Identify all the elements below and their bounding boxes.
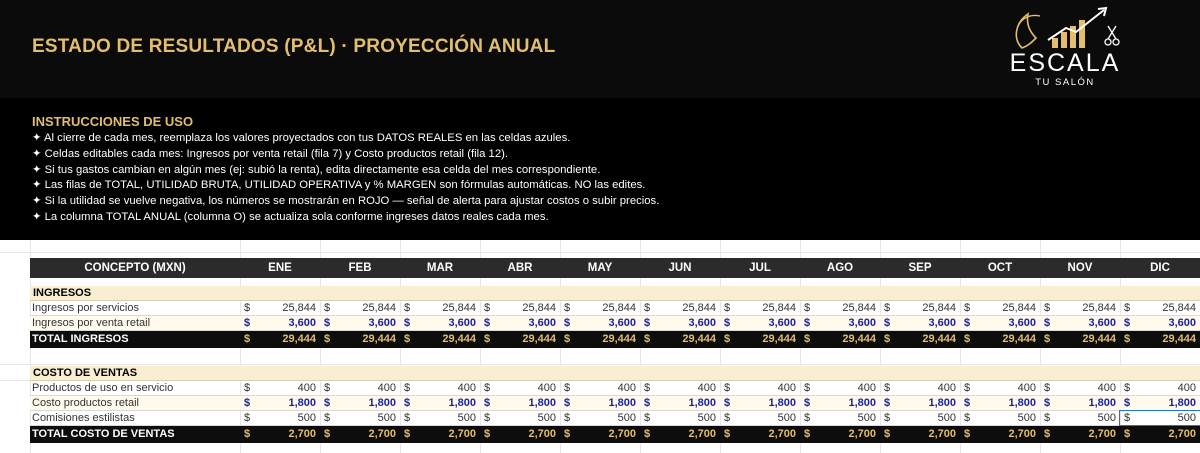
currency-symbol: $ [964, 428, 971, 440]
currency-symbol: $ [1044, 382, 1051, 394]
currency-symbol: $ [564, 333, 571, 345]
value-cell-feb[interactable]: 25,844 [362, 302, 396, 314]
value-cell-sep[interactable]: 25,844 [922, 302, 956, 314]
row-label[interactable]: Ingresos por servicios [32, 302, 139, 314]
value-cell-abr[interactable]: 29,444 [522, 333, 556, 345]
currency-symbol: $ [564, 302, 571, 314]
value-cell-ene[interactable]: 3,600 [288, 317, 316, 329]
currency-symbol: $ [564, 412, 571, 424]
currency-symbol: $ [324, 412, 331, 424]
value-cell-jul[interactable]: 29,444 [762, 333, 796, 345]
currency-symbol: $ [804, 428, 811, 440]
value-cell-feb[interactable]: 29,444 [362, 333, 396, 345]
row-label[interactable]: Productos de uso en servicio [32, 382, 174, 394]
currency-symbol: $ [484, 333, 491, 345]
currency-symbol: $ [724, 317, 731, 329]
value-cell-dic[interactable]: 2,700 [1168, 428, 1196, 440]
value-cell-dic[interactable]: 3,600 [1168, 317, 1196, 329]
value-cell-mar[interactable]: 500 [457, 412, 476, 424]
currency-symbol: $ [484, 428, 491, 440]
section-label: INGRESOS [33, 287, 92, 299]
total-row [30, 426, 1200, 443]
currency-symbol: $ [404, 428, 411, 440]
value-cell-sep[interactable]: 400 [937, 382, 956, 394]
value-cell-ago[interactable]: 400 [857, 382, 876, 394]
currency-symbol: $ [884, 428, 891, 440]
table-header-row [30, 258, 1200, 278]
currency-symbol: $ [1044, 317, 1051, 329]
currency-symbol: $ [804, 333, 811, 345]
value-cell-dic[interactable]: 400 [1177, 382, 1196, 394]
value-cell-may[interactable]: 500 [617, 412, 636, 424]
value-cell-ago[interactable]: 2,700 [848, 428, 876, 440]
value-cell-oct[interactable]: 29,444 [1002, 333, 1036, 345]
currency-symbol: $ [324, 382, 331, 394]
currency-symbol: $ [644, 428, 651, 440]
instruction-item: ✦ Si la utilidad se vuelve negativa, los números se mostrarán en ROJO — señal de alerta para ajustar costos o subir precios. [32, 195, 660, 208]
value-cell-oct[interactable]: 1,800 [1008, 397, 1036, 409]
currency-symbol: $ [964, 382, 971, 394]
total-row [30, 331, 1200, 348]
value-cell-nov[interactable]: 500 [1097, 412, 1116, 424]
currency-symbol: $ [484, 317, 491, 329]
instruction-item: ✦ Celdas editables cada mes: Ingresos por venta retail (fila 7) y Costo productos retail (fila 12). [32, 147, 508, 160]
column-header-may[interactable]: MAY [587, 262, 613, 274]
value-cell-ene[interactable]: 2,700 [288, 428, 316, 440]
value-cell-nov[interactable]: 3,600 [1088, 317, 1116, 329]
value-cell-mar[interactable]: 2,700 [448, 428, 476, 440]
value-cell-jun[interactable]: 1,800 [688, 397, 716, 409]
column-header-dic[interactable]: DIC [1150, 262, 1170, 274]
value-cell-jun[interactable]: 29,444 [682, 333, 716, 345]
value-cell-ene[interactable]: 29,444 [282, 333, 316, 345]
currency-symbol: $ [724, 428, 731, 440]
currency-symbol: $ [644, 397, 651, 409]
currency-symbol: $ [804, 397, 811, 409]
value-cell-oct[interactable]: 400 [1017, 382, 1036, 394]
value-cell-ene[interactable]: 25,844 [282, 302, 316, 314]
value-cell-mar[interactable]: 29,444 [442, 333, 476, 345]
currency-symbol: $ [1124, 382, 1131, 394]
currency-symbol: $ [884, 317, 891, 329]
currency-symbol: $ [244, 317, 251, 329]
currency-symbol: $ [1124, 302, 1131, 314]
value-cell-ago[interactable]: 500 [857, 412, 876, 424]
logo-tagline: TU SALÓN [1035, 77, 1095, 88]
table-row [30, 316, 1200, 331]
value-cell-ene[interactable]: 400 [297, 382, 316, 394]
table-row [30, 301, 1200, 316]
currency-symbol: $ [804, 382, 811, 394]
value-cell-feb[interactable]: 3,600 [368, 317, 396, 329]
currency-symbol: $ [804, 317, 811, 329]
row-label[interactable]: Comisiones estilistas [32, 412, 135, 424]
row-label[interactable]: TOTAL INGRESOS [32, 333, 129, 345]
currency-symbol: $ [804, 302, 811, 314]
currency-symbol: $ [884, 302, 891, 314]
currency-symbol: $ [404, 302, 411, 314]
report-header [0, 0, 1200, 98]
value-cell-dic[interactable]: 500 [1177, 412, 1196, 424]
currency-symbol: $ [564, 397, 571, 409]
instruction-item: ✦ La columna TOTAL ANUAL (columna O) se actualiza sola conforme ingreses datos reales cada mes. [32, 210, 549, 223]
currency-symbol: $ [324, 302, 331, 314]
value-cell-jun[interactable]: 3,600 [688, 317, 716, 329]
table-row [30, 396, 1200, 411]
currency-symbol: $ [884, 333, 891, 345]
currency-symbol: $ [724, 397, 731, 409]
value-cell-may[interactable]: 2,700 [608, 428, 636, 440]
value-cell-mar[interactable]: 400 [457, 382, 476, 394]
currency-symbol: $ [564, 382, 571, 394]
currency-symbol: $ [404, 382, 411, 394]
value-cell-jul[interactable]: 500 [777, 412, 796, 424]
currency-symbol: $ [1124, 333, 1131, 345]
currency-symbol: $ [404, 333, 411, 345]
value-cell-feb[interactable]: 500 [377, 412, 396, 424]
currency-symbol: $ [884, 382, 891, 394]
value-cell-jun[interactable]: 2,700 [688, 428, 716, 440]
value-cell-sep[interactable]: 1,800 [928, 397, 956, 409]
value-cell-may[interactable]: 25,844 [602, 302, 636, 314]
column-header-nov[interactable]: NOV [1067, 262, 1093, 274]
currency-symbol: $ [644, 302, 651, 314]
currency-symbol: $ [244, 302, 251, 314]
currency-symbol: $ [644, 333, 651, 345]
value-cell-feb[interactable]: 1,800 [368, 397, 396, 409]
currency-symbol: $ [1044, 412, 1051, 424]
currency-symbol: $ [964, 412, 971, 424]
value-cell-abr[interactable]: 25,844 [522, 302, 556, 314]
logo-name: ESCALA [1009, 49, 1121, 77]
value-cell-ago[interactable]: 3,600 [848, 317, 876, 329]
value-cell-oct[interactable]: 25,844 [1002, 302, 1036, 314]
currency-symbol: $ [724, 302, 731, 314]
value-cell-dic[interactable]: 1,800 [1168, 397, 1196, 409]
value-cell-feb[interactable]: 2,700 [368, 428, 396, 440]
currency-symbol: $ [644, 382, 651, 394]
currency-symbol: $ [244, 382, 251, 394]
value-cell-may[interactable]: 3,600 [608, 317, 636, 329]
currency-symbol: $ [724, 382, 731, 394]
value-cell-sep[interactable]: 2,700 [928, 428, 956, 440]
currency-symbol: $ [324, 317, 331, 329]
currency-symbol: $ [724, 333, 731, 345]
currency-symbol: $ [564, 317, 571, 329]
value-cell-ago[interactable]: 29,444 [842, 333, 876, 345]
value-cell-jun[interactable]: 25,844 [682, 302, 716, 314]
column-header-jun[interactable]: JUN [668, 262, 692, 274]
table-row [30, 381, 1200, 396]
value-cell-dic[interactable]: 29,444 [1162, 333, 1196, 345]
value-cell-mar[interactable]: 25,844 [442, 302, 476, 314]
value-cell-ago[interactable]: 1,800 [848, 397, 876, 409]
value-cell-nov[interactable]: 29,444 [1082, 333, 1116, 345]
currency-symbol: $ [404, 317, 411, 329]
value-cell-abr[interactable]: 3,600 [528, 317, 556, 329]
currency-symbol: $ [1124, 317, 1131, 329]
instructions-title: INSTRUCCIONES DE USO [32, 114, 194, 129]
value-cell-sep[interactable]: 3,600 [928, 317, 956, 329]
instructions-list [32, 131, 659, 226]
value-cell-feb[interactable]: 400 [377, 382, 396, 394]
currency-symbol: $ [244, 428, 251, 440]
currency-symbol: $ [1124, 412, 1131, 424]
value-cell-jul[interactable]: 25,844 [762, 302, 796, 314]
value-cell-ago[interactable]: 25,844 [842, 302, 876, 314]
section-label: COSTO DE VENTAS [33, 367, 138, 379]
currency-symbol: $ [964, 302, 971, 314]
section-header-row [30, 286, 1200, 301]
currency-symbol: $ [244, 412, 251, 424]
row-label[interactable]: TOTAL COSTO DE VENTAS [32, 428, 175, 440]
column-header-ene[interactable]: ENE [268, 262, 292, 274]
selected-cell[interactable] [1119, 410, 1200, 426]
currency-symbol: $ [564, 428, 571, 440]
currency-symbol: $ [484, 412, 491, 424]
value-cell-abr[interactable]: 2,700 [528, 428, 556, 440]
value-cell-abr[interactable]: 500 [537, 412, 556, 424]
column-header-feb[interactable]: FEB [348, 262, 372, 274]
value-cell-nov[interactable]: 1,800 [1088, 397, 1116, 409]
currency-symbol: $ [964, 333, 971, 345]
value-cell-mar[interactable]: 3,600 [448, 317, 476, 329]
page-title: ESTADO DE RESULTADOS (P&L) · PROYECCIÓN ANUAL [32, 36, 556, 57]
value-cell-jun[interactable]: 500 [697, 412, 716, 424]
currency-symbol: $ [324, 428, 331, 440]
currency-symbol: $ [404, 412, 411, 424]
currency-symbol: $ [724, 412, 731, 424]
salon-growth-logo-icon [1000, 4, 1130, 52]
currency-symbol: $ [244, 333, 251, 345]
currency-symbol: $ [1044, 302, 1051, 314]
currency-symbol: $ [804, 412, 811, 424]
instruction-item: ✦ Al cierre de cada mes, reemplaza los valores proyectados con tus DATOS REALES en las celdas azules. [32, 132, 571, 144]
value-cell-nov[interactable]: 400 [1097, 382, 1116, 394]
spreadsheet-grid[interactable] [0, 240, 1200, 453]
value-cell-jul[interactable]: 1,800 [768, 397, 796, 409]
value-cell-may[interactable]: 1,800 [608, 397, 636, 409]
column-header-concept[interactable]: CONCEPTO (MXN) [84, 262, 186, 274]
currency-symbol: $ [484, 397, 491, 409]
currency-symbol: $ [484, 382, 491, 394]
row-label[interactable]: Ingresos por venta retail [32, 317, 151, 329]
instruction-item: ✦ Las filas de TOTAL, UTILIDAD BRUTA, UTILIDAD OPERATIVA y % MARGEN son fórmulas automáticas. NO las edites. [32, 179, 646, 192]
currency-symbol: $ [484, 302, 491, 314]
column-header-sep[interactable]: SEP [908, 262, 932, 274]
value-cell-jul[interactable]: 2,700 [768, 428, 796, 440]
value-cell-abr[interactable]: 1,800 [528, 397, 556, 409]
currency-symbol: $ [1044, 428, 1051, 440]
table-row [30, 411, 1200, 426]
value-cell-ene[interactable]: 1,800 [288, 397, 316, 409]
column-header-jul[interactable]: JUL [749, 262, 771, 274]
currency-symbol: $ [884, 412, 891, 424]
currency-symbol: $ [1124, 428, 1131, 440]
column-header-oct[interactable]: OCT [987, 262, 1013, 274]
instruction-item: ✦ Si tus gastos cambian en algún mes (ej: subió la renta), edita directamente esa celda del mes correspondiente. [32, 163, 601, 176]
value-cell-mar[interactable]: 1,800 [448, 397, 476, 409]
currency-symbol: $ [404, 397, 411, 409]
value-cell-may[interactable]: 400 [617, 382, 636, 394]
value-cell-abr[interactable]: 400 [537, 382, 556, 394]
currency-symbol: $ [1124, 397, 1131, 409]
column-header-ago[interactable]: AGO [826, 262, 854, 274]
section-header-row [30, 366, 1200, 381]
currency-symbol: $ [964, 397, 971, 409]
column-header-abr[interactable]: ABR [507, 262, 533, 274]
currency-symbol: $ [324, 333, 331, 345]
currency-symbol: $ [244, 397, 251, 409]
value-cell-jun[interactable]: 400 [697, 382, 716, 394]
value-cell-may[interactable]: 29,444 [602, 333, 636, 345]
currency-symbol: $ [964, 317, 971, 329]
value-cell-oct[interactable]: 3,600 [1008, 317, 1036, 329]
value-cell-oct[interactable]: 2,700 [1008, 428, 1036, 440]
column-header-mar[interactable]: MAR [426, 262, 454, 274]
currency-symbol: $ [1044, 397, 1051, 409]
row-label[interactable]: Costo productos retail [32, 397, 139, 409]
value-cell-oct[interactable]: 500 [1017, 412, 1036, 424]
instructions-panel [0, 98, 1200, 240]
currency-symbol: $ [1044, 333, 1051, 345]
value-cell-sep[interactable]: 500 [937, 412, 956, 424]
value-cell-jul[interactable]: 400 [777, 382, 796, 394]
value-cell-nov[interactable]: 2,700 [1088, 428, 1116, 440]
value-cell-jul[interactable]: 3,600 [768, 317, 796, 329]
value-cell-dic[interactable]: 25,844 [1162, 302, 1196, 314]
currency-symbol: $ [644, 317, 651, 329]
value-cell-ene[interactable]: 500 [297, 412, 316, 424]
currency-symbol: $ [884, 397, 891, 409]
value-cell-nov[interactable]: 25,844 [1082, 302, 1116, 314]
currency-symbol: $ [644, 412, 651, 424]
value-cell-sep[interactable]: 29,444 [922, 333, 956, 345]
brand-logo [1000, 4, 1130, 92]
currency-symbol: $ [324, 397, 331, 409]
